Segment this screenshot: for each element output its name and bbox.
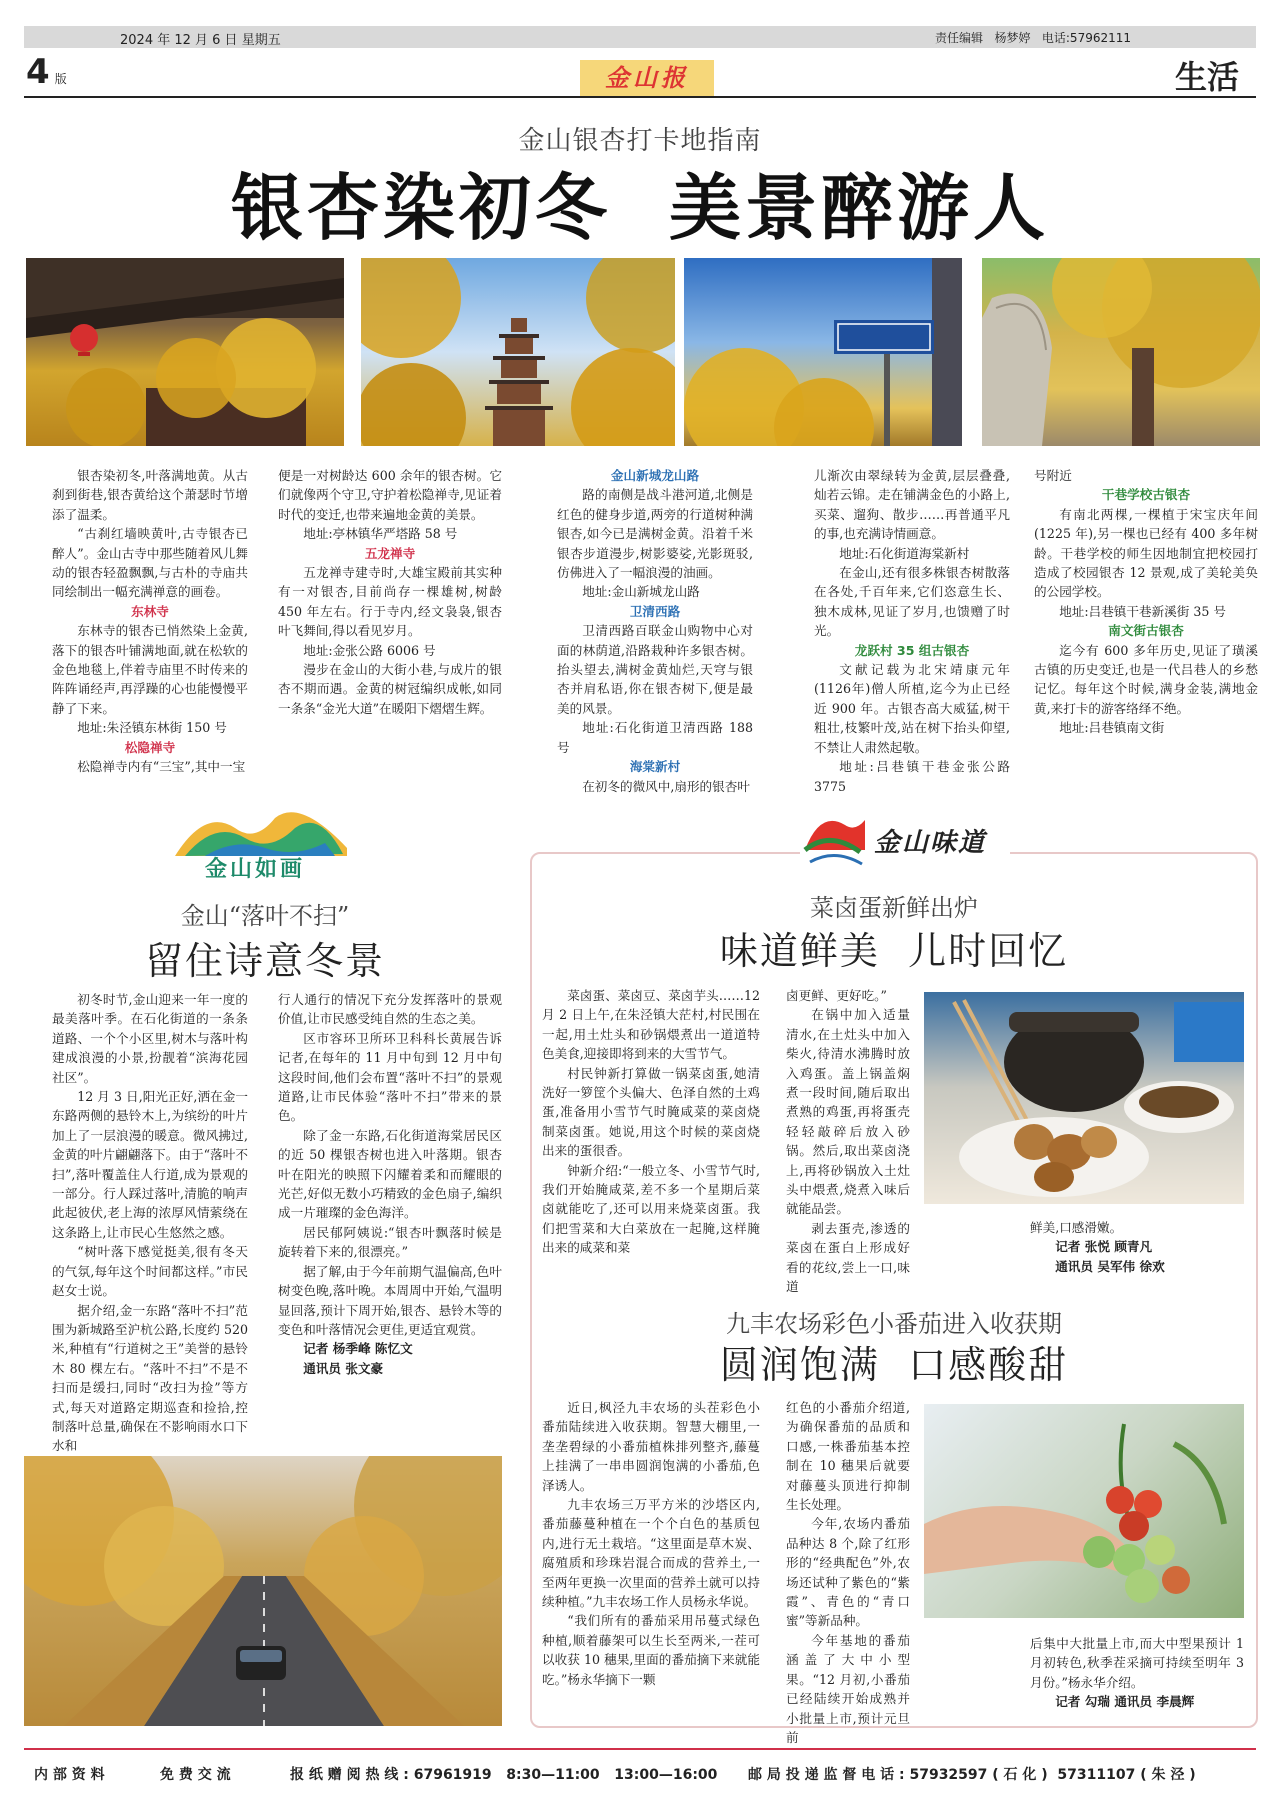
top-column-2 <box>278 466 502 718</box>
pagoda-illustration <box>361 258 675 446</box>
photo-braised-eggs <box>924 992 1244 1204</box>
header-rule <box>24 96 1256 98</box>
paragraph: 村民钟新打算做一锅菜卤蛋,她清洗好一箩筐个头偏大、色泽自然的土鸡蛋,准备用小雪节气时腌咸菜的菜卤烧制菜卤蛋。她说,用这个时候的菜卤烧出来的蛋很香。 <box>542 1065 760 1159</box>
page-number-suffix: 版 <box>54 72 67 86</box>
tree-lined-road-illustration <box>24 1456 502 1726</box>
paragraph: 东林寺的银杏已悄然染上金黄,落下的银杏叶铺满地面,就在松软的金色地毯上,伴着寺庙里不时传来的阵阵诵经声,再浮躁的心也能慢慢平静了下来。 <box>52 623 248 716</box>
jinshan-weidao-text: 金山味道 <box>874 828 987 858</box>
story1-headline: 味道鲜美 儿时回忆 <box>719 929 1069 973</box>
paragraph: “树叶落下感觉挺美,很有冬天的气氛,每年这个时间都这样。”市民赵女士说。 <box>52 1244 248 1299</box>
footer-supervise: 邮 局 投 递 监 督 电 话 : 57932597 ( 石 化 ) 57311107 ( 朱 泾 ) <box>748 1767 1196 1783</box>
temple-illustration <box>26 258 344 446</box>
paragraph: 居民郁阿姨说:“银杏叶飘落时候是旋转着下来的,很漂亮。” <box>278 1224 502 1260</box>
photo-fallen-leaves-road <box>24 1456 502 1726</box>
subhead: 干巷学校古银杏 <box>1101 487 1191 503</box>
paragraph: 卫清西路百联金山购物中心对面的林荫道,沿路栽种许多银杏树。抬头望去,满树金黄灿烂,天穹与银杏并肩私语,你在银杏树下,便是最美的风景。 <box>557 623 753 716</box>
subhead: 金山新城龙山路 <box>610 468 700 483</box>
subhead: 南文街古银杏 <box>1108 623 1184 639</box>
photo-ancient-ginkgo-stone <box>982 258 1260 446</box>
paragraph: 钟新介绍:“一般立冬、小雪节气时,我们开始腌咸菜,差不多一个星期后菜卤就能吃了,还可以用来烧菜卤蛋。我们把雪菜和大白菜放在一起腌,这样腌出来的咸菜和菜 <box>542 1162 760 1256</box>
paragraph: 漫步在金山的大街小巷,与成片的银杏不期而遇。金黄的树冠编织成帐,如同一条条“金光大道”在暖阳下熠熠生辉。 <box>278 662 502 716</box>
paragraph: 鲜美,口感滑嫩。 <box>1030 1220 1123 1235</box>
paragraph: 地址:亭林镇华严塔路 58 号 <box>303 526 458 542</box>
paragraph: 据介绍,金一东路“落叶不扫”范围为新城路至沪杭公路,长度约 520 米,种植有“行道树之王”美誉的悬铃木 80 棵左右。“落叶不扫”不是不扫而是缓扫,同时“改扫为捡”等方式,每天对道路定期巡查和捡拾,控制落叶总量,确保在不影响雨水口下水和 <box>52 1302 248 1454</box>
story1-column-2 <box>786 986 910 1297</box>
story1-column-1 <box>542 986 760 1258</box>
footer-rule <box>24 1748 1256 1750</box>
paragraph: 今年,农场内番茄品种达 8 个,除了红形形的“经典配色”外,农场还试种了紫色的“紫霞”、青色的“青口蜜”等新品种。 <box>786 1516 910 1629</box>
story2-column-3 <box>1030 1634 1244 1712</box>
subhead: 龙跃村 35 组古银杏 <box>854 642 970 658</box>
top-column-1 <box>52 466 248 777</box>
byline: 记者 杨季峰 陈忆文 <box>303 1341 413 1357</box>
left-headline: 留住诗意冬景 <box>144 939 385 983</box>
paragraph: 近日,枫泾九丰农场的头茬彩色小番茄陆续进入收获期。智慧大棚里,一垄垄碧绿的小番茄植株排列整齐,藤蔓上挂满了一串串圆润饱满的小番茄,色泽诱人。 <box>542 1400 760 1493</box>
paragraph: “古刹红墙映黄叶,古寺银杏已醉人”。金山古寺中那些随着风儿舞动的银杏轻盈飘飘,与古朴的寺庙共同绘制出一幅充满禅意的画卷。 <box>52 526 248 600</box>
paragraph: 地址:吕巷镇干巷新溪街 35 号 <box>1059 603 1226 619</box>
paragraph: 红色的小番茄介绍道,为确保番茄的品质和口感,一株番茄基本控制在 10 穗果后就要对藤蔓头顶进行抑制生长处理。 <box>786 1400 910 1513</box>
paragraph: 除了金一东路,石化街道海棠居民区的近 50 棵银杏树也进入叶落期。银杏叶在阳光的映照下闪耀着柔和而耀眼的光芒,好似无数小巧精致的金色扇子,编织成一片璀璨的金色海洋。 <box>278 1127 502 1221</box>
paragraph: 九丰农场三万平方米的沙塔区内,番茄藤蔓种植在一个个白色的基质包内,进行无土栽培。“这里面是草木炭、腐殖质和珍珠岩混合而成的营养土,一至两年更换一次里面的营养土就可以持续种植。”九丰农场工作人员杨永华说。 <box>542 1497 760 1610</box>
stone-tablet-illustration <box>982 258 1260 446</box>
top-column-4 <box>814 466 1010 796</box>
left-column-2 <box>278 990 502 1378</box>
paragraph: 今年基地的番茄涵盖了大中小型果。“12 月初,小番茄已经陆续开始成熟并小批量上市,预计元旦前 <box>786 1632 910 1745</box>
byline: 通讯员 张文豪 <box>303 1360 384 1376</box>
subhead: 五龙禅寺 <box>364 545 416 561</box>
paragraph: 五龙禅寺建寺时,大雄宝殿前其实种有一对银杏,目前尚存一棵雄树,树龄 450 年左右。行于寺内,经文袅袅,银杏叶飞舞间,得以看见岁月。 <box>278 565 502 639</box>
paragraph: 据了解,由于今年前期气温偏高,色叶树变色晚,落叶晚。本周周中开始,气温明显回落,预计下周开始,银杏、悬铃木等的变色和叶落情况会更佳,更适宜观赏。 <box>278 1263 502 1337</box>
paragraph: 儿渐次由翠绿转为金黄,层层叠叠,灿若云锦。走在铺满金色的小路上,买菜、遛狗、散步……再普通平凡的事,也充满诗情画意。 <box>814 468 1010 542</box>
top-column-3 <box>557 466 753 796</box>
byline: 记者 勾瑞 通讯员 李晨辉 <box>1055 1694 1195 1710</box>
left-column-1 <box>52 990 248 1456</box>
paragraph: 地址:朱泾镇东林街 150 号 <box>77 720 227 736</box>
photo-longshan-road <box>684 258 962 446</box>
paragraph: 便是一对树龄达 600 余年的银杏树。它们就像两个守卫,守护着松隐禅寺,见证着时代的变迁,也带来遍地金黄的美景。 <box>278 468 502 522</box>
paragraph: 号附近 <box>1034 468 1072 483</box>
story2-headline: 圆润饱满 口感酸甜 <box>719 1343 1069 1387</box>
story2-column-1 <box>542 1398 760 1689</box>
top-headline: 银杏染初冬 美景醉游人 <box>230 166 1050 250</box>
story2-column-2 <box>786 1398 910 1747</box>
story1-kicker: 菜卤蛋新鲜出炉 <box>810 894 978 922</box>
paragraph: 有南北两棵,一棵植于宋宝庆年间(1225 年),另一棵也已经有 400 多年树龄。干巷学校的师生因地制宜把校园打造成了校园银杏 12 景观,成了美轮美奂的公园学校。 <box>1034 506 1258 600</box>
paragraph: 银杏染初冬,叶落满地黄。从古刹到街巷,银杏黄给这个萧瑟时节增添了温柔。 <box>52 468 248 522</box>
page-number-digit: 4 <box>26 52 50 92</box>
paragraph: 地址:金张公路 6006 号 <box>303 642 436 658</box>
paragraph: 卤更鲜、更好吃。” <box>786 988 887 1003</box>
paragraph: 迄今有 600 多年历史,见证了璜溪古镇的历史变迁,也是一代吕巷人的乡愁记忆。每年这个时候,满身金装,满地金黄,来打卡的游客络绎不绝。 <box>1034 642 1258 716</box>
paragraph: 在锅中加入适量清水,在土灶头中加入柴火,待清水沸腾时放入鸡蛋。盖上锅盖焖煮一段时间,随后取出煮熟的鸡蛋,再将蛋壳轻轻敲碎后放入砂锅。然后,取出菜卤浇上,再将砂锅放入土灶头中煨煮,烧煮入味后就能品尝。 <box>786 1007 910 1217</box>
subhead: 海棠新村 <box>629 759 681 775</box>
paragraph: 在初冬的微风中,扇形的银杏叶 <box>582 778 750 794</box>
left-kicker: 金山“落叶不扫” <box>180 902 350 930</box>
weidao-emblem-icon <box>800 810 870 870</box>
masthead-text: 金山报 <box>605 63 689 92</box>
top-kicker: 金山银杏打卡地指南 <box>518 126 762 156</box>
page-number <box>26 52 67 92</box>
paragraph: 文献记载为北宋靖康元年(1126年)僧人所植,迄今为止已经近 900 年。古银杏高大威猛,树干粗壮,枝繁叶茂,站在树下抬头仰望,不禁让人肃然起敬。 <box>814 662 1010 755</box>
paragraph: 初冬时节,金山迎来一年一度的最美落叶季。在石化街道的一条条道路、一个个小区里,树木与落叶构建成浪漫的小景,扮靓着“滨海花园社区”。 <box>52 992 248 1085</box>
tomato-vine-illustration <box>924 1404 1244 1618</box>
paragraph: 在金山,还有很多株银杏树散落在各处,千百年来,它们恣意生长、独木成林,见证了岁月,也馈赠了时光。 <box>814 565 1010 639</box>
masthead-logo <box>580 60 714 96</box>
footer-internal: 内 部 资 料 <box>34 1767 105 1783</box>
byline: 记者 张悦 顾青凡 <box>1055 1239 1153 1255</box>
editor-info: 责任编辑 杨梦婷 电话:57962111 <box>935 31 1132 45</box>
paragraph: 松隐禅寺内有“三宝”,其中一宝 <box>77 759 246 775</box>
paragraph: 地址:石化街道海棠新村 <box>839 545 970 561</box>
footer-free: 免 费 交 流 <box>160 1767 231 1783</box>
paragraph: 行人通行的情况下充分发挥落叶的景观价值,让市民感受纯自然的生态之美。 <box>278 992 502 1027</box>
paragraph: 路的南侧是战斗港河道,北侧是红色的健身步道,两旁的行道树种满银杏,如今已是满树金黄。沿着千米银杏步道漫步,树影婆娑,光影斑驳,仿佛进入了一幅浪漫的油画。 <box>557 487 753 581</box>
jinshan-ruhua-logo <box>175 798 347 888</box>
paragraph: 地址:石化街道卫清西路 188 号 <box>557 720 753 755</box>
egg-pot-illustration <box>924 992 1244 1204</box>
issue-date: 2024 年 12 月 6 日 星期五 <box>120 33 281 48</box>
paragraph: 12 月 3 日,阳光正好,洒在金一东路两侧的悬铃木上,为缤纷的叶片加上了一层浪漫的暖意。微风拂过,金黄的叶片翩翩落下。由于“落叶不扫”,落叶覆盖住人行道,成为景观的一部分。行人踩过落叶,清脆的响声此起彼伏,老上海的浓厚风情萦绕在这条路上,让市民心生悠然之感。 <box>52 1089 248 1240</box>
paragraph: 地址:金山新城龙山路 <box>582 584 700 600</box>
subhead: 东林寺 <box>131 603 169 619</box>
photo-temple-ginkgo <box>26 258 344 446</box>
story1-column-3 <box>1030 1218 1244 1276</box>
paragraph: “我们所有的番茄采用吊蔓式绿色种植,顺着藤架可以生长至两米,一茬可以收获 10 穗果,里面的番茄摘下来就能吃。”杨永华摘下一颗 <box>542 1613 760 1687</box>
jinshan-weidao-logo <box>800 808 1010 874</box>
photo-cherry-tomatoes <box>924 1404 1244 1618</box>
byline: 通讯员 吴军伟 徐欢 <box>1055 1258 1165 1274</box>
section-title: 生活 <box>1175 58 1240 96</box>
footer-hotline: 报 纸 赠 阅 热 线 : 67961919 8:30—11:00 13:00—16:00 <box>290 1767 718 1783</box>
top-column-5 <box>1034 466 1258 738</box>
subhead: 卫清西路 <box>629 603 681 619</box>
story2-kicker: 九丰农场彩色小番茄进入收获期 <box>726 1310 1062 1338</box>
subhead: 松隐禅寺 <box>124 739 176 755</box>
photo-pagoda-ginkgo <box>361 258 675 446</box>
paragraph: 地址:吕巷镇干巷金张公路 3775 <box>814 759 1010 794</box>
paragraph: 后集中大批量上市,而大中型果预计 1 月初转色,秋季茬采摘可持续至明年 3 月份。”杨永华介绍。 <box>1030 1636 1244 1690</box>
road-sign-illustration <box>684 258 962 446</box>
paragraph: 区市容环卫所环卫科科长黄展告诉记者,在每年的 11 月中旬到 12 月中旬这段时间,他们会布置“落叶不扫”的景观道路,让市民体验“落叶不扫”带来的景色。 <box>278 1030 502 1124</box>
paragraph: 剥去蛋壳,渗透的菜卤在蛋白上形成好看的花纹,尝上一口,味道 <box>786 1220 910 1295</box>
jinshan-ruhua-text: 金山如画 <box>205 857 306 882</box>
paragraph: 地址:吕巷镇南文街 <box>1059 720 1165 736</box>
mountain-logo-icon <box>175 798 347 858</box>
paragraph: 菜卤蛋、菜卤豆、菜卤芋头……12 月 2 日上午,在朱泾镇大茫村,村民围在一起,用土灶头和砂锅煨煮出一道道特色美食,迎接即将到来的大雪节气。 <box>542 988 760 1062</box>
